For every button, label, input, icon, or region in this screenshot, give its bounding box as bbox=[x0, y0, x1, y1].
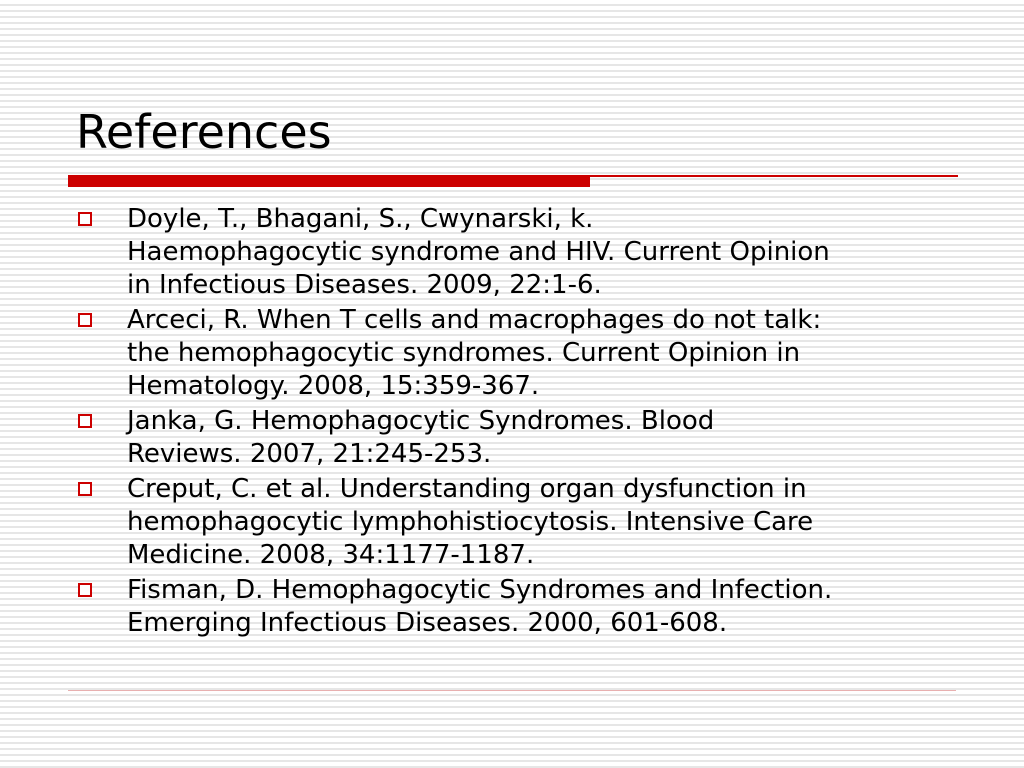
title-underline-thin bbox=[590, 175, 958, 177]
footer-divider bbox=[68, 690, 956, 691]
reference-text: Doyle, T., Bhagani, S., Cwynarski, k. Haemophagocytic syndrome and HIV. Current Opinion in Infectious Diseases. 2009, 22:1-6. bbox=[127, 204, 830, 300]
reference-item bbox=[0, 574, 1024, 640]
reference-item bbox=[0, 304, 1024, 403]
reference-item bbox=[0, 405, 1024, 471]
square-bullet-icon bbox=[78, 583, 92, 597]
reference-text: Creput, C. et al. Understanding organ dysfunction in hemophagocytic lymphohistiocytosis. Intensive Care Medicine. 2008, 34:1177-1187. bbox=[127, 474, 814, 570]
square-bullet-icon bbox=[78, 482, 92, 496]
square-bullet-icon bbox=[78, 313, 92, 327]
title-underline-thick bbox=[68, 175, 590, 187]
reference-text: Fisman, D. Hemophagocytic Syndromes and Infection. Emerging Infectious Diseases. 2000, 601-608. bbox=[127, 575, 833, 638]
square-bullet-icon bbox=[78, 212, 92, 226]
slide-title: References bbox=[76, 105, 332, 159]
square-bullet-icon bbox=[78, 414, 92, 428]
reference-list bbox=[0, 203, 1024, 642]
reference-text: Janka, G. Hemophagocytic Syndromes. Blood Reviews. 2007, 21:245-253. bbox=[127, 406, 715, 469]
reference-item bbox=[0, 203, 1024, 302]
reference-text: Arceci, R. When T cells and macrophages do not talk: the hemophagocytic syndromes. Current Opinion in Hematology. 2008, 15:359-367. bbox=[127, 305, 822, 401]
reference-item bbox=[0, 473, 1024, 572]
